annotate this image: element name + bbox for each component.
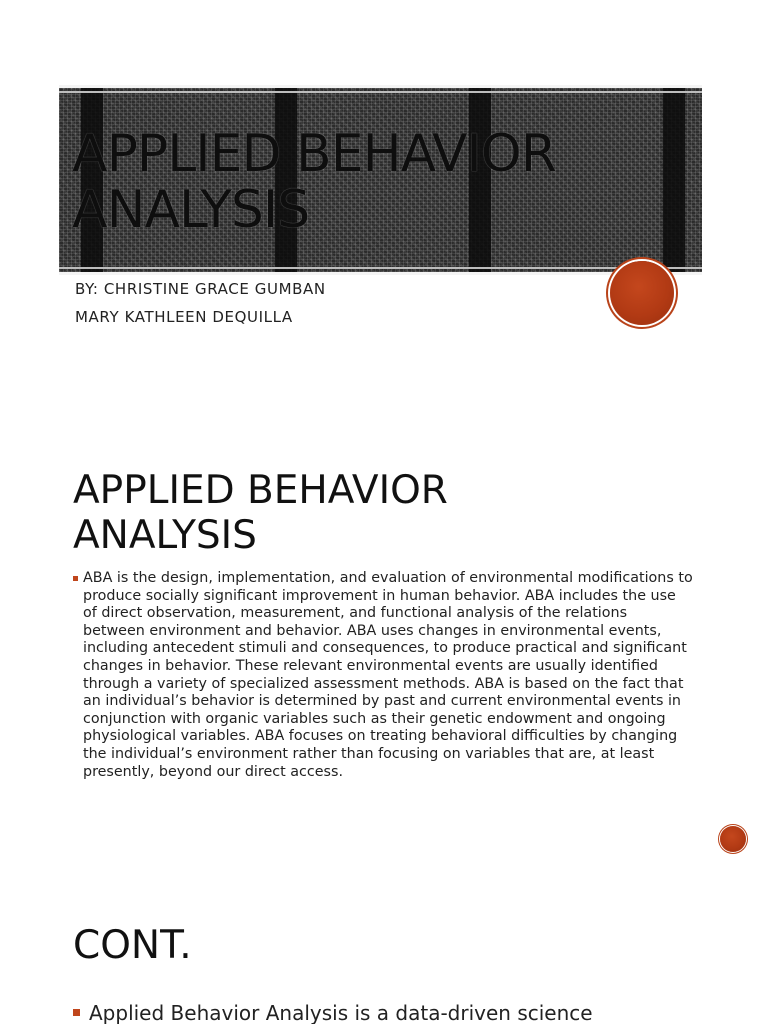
author-line-2: MARY KATHLEEN DEQUILLA [75,308,293,326]
slide2-bullet-list [73,570,693,781]
title-banner [59,85,702,275]
square-bullet-icon [73,1009,80,1016]
list-item [73,999,753,1024]
slide3-bullet-list [73,999,753,1024]
author-line-1: BY: CHRISTINE GRACE GUMBAN [75,280,326,298]
slide2-bullet-text: ABA is the design, implementation, and evaluation of environmental modifications to produce socially significant improvement in human behavior. ABA includes the use of direct observation, measurement, and functional analysis of the relations between environment and behavior. ABA uses changes in environmental events, including antecedent stimuli and consequences, to produce practical and significant changes in behavior. These relevant environmental events are usually identified through a variety of specialized assessment methods. ABA is based on the fact that an individual’s behavior is determined by past and current environmental events in conjunction with organic variables such as their genetic endowment and ongoing physiological variables. ABA focuses on treating behavioral difficulties by changing the individual’s environment rather than focusing on variables that are, at least presently, beyond our direct access. [83,570,693,780]
slide1-title-line2: ANALYSIS [72,180,310,240]
decorative-circle-icon [610,261,674,325]
slide1-title [72,126,556,238]
slide3-bullet-text: Applied Behavior Analysis is a data-driven science [89,1001,593,1024]
slide2-title-line2: ANALYSIS [73,513,257,558]
decorative-circle-icon [720,826,746,852]
slide2-title [73,468,633,558]
slide2-title-line1: APPLIED BEHAVIOR [73,468,448,513]
slide1-title-line1: APPLIED BEHAVIOR [72,124,556,184]
square-bullet-icon [73,576,78,581]
list-item [73,570,693,781]
slide3-title: CONT. [73,923,192,968]
